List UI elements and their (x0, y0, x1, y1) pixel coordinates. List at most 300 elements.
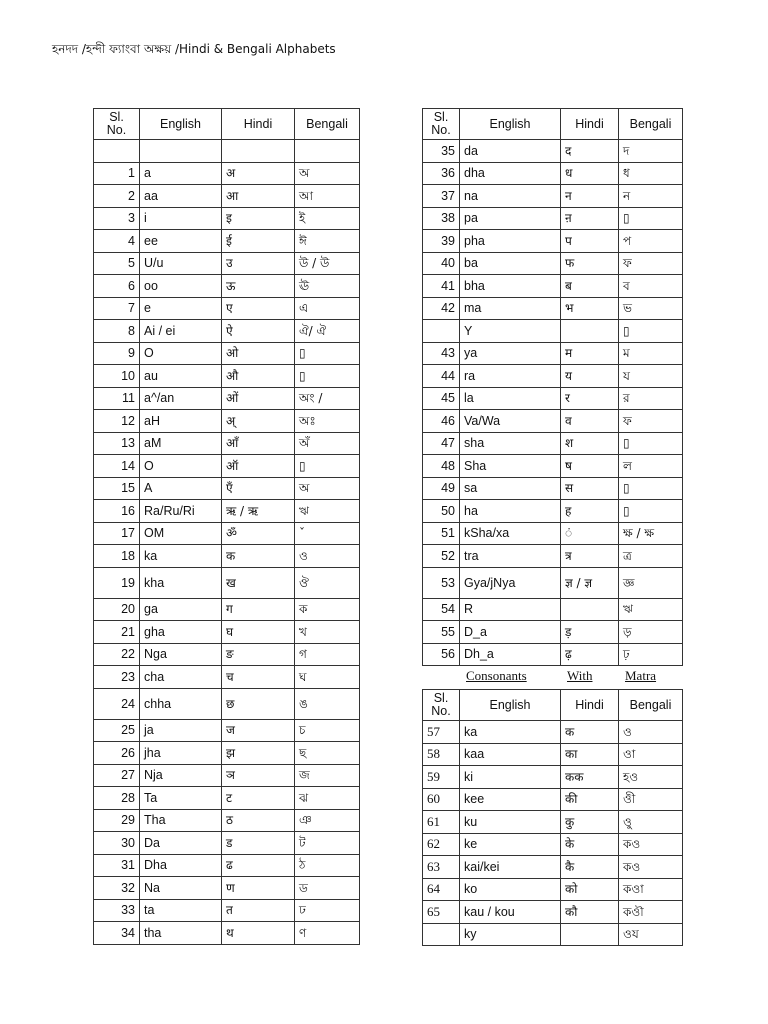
cell-sl-no: 20 (94, 598, 140, 621)
cell-sl-no: 17 (94, 522, 140, 545)
cell-hindi: थ (222, 922, 295, 945)
cell-bengali: দ (619, 140, 683, 163)
cell-english: tra (460, 545, 561, 568)
table-row (423, 275, 683, 298)
cell-sl-no: 52 (423, 545, 460, 568)
table-row (94, 230, 360, 253)
cell-bengali: ণ (295, 922, 360, 945)
table-row (94, 545, 360, 568)
cell-hindi: औ (222, 365, 295, 388)
cell-english: ko (460, 878, 561, 901)
cell-sl-no: 27 (94, 764, 140, 787)
cell-sl-no: 5 (94, 252, 140, 275)
cell-hindi: प (561, 230, 619, 253)
cell-sl-no: 49 (423, 477, 460, 500)
cell-english: U/u (140, 252, 222, 275)
cell-sl-no: 2 (94, 185, 140, 208)
cell-english: Sha (460, 455, 561, 478)
table-row (94, 742, 360, 765)
table-row (423, 766, 683, 789)
cell-english: ky (460, 923, 561, 946)
table-row (423, 621, 683, 644)
table-row (423, 365, 683, 388)
cell-english: Dh_a (460, 643, 561, 666)
cell-bengali: ড (295, 877, 360, 900)
table-row (94, 832, 360, 855)
cell-hindi: य (561, 365, 619, 388)
cell-hindi: एँ (222, 477, 295, 500)
cell-sl-no: 22 (94, 643, 140, 666)
page-title: হনদদ /হন্দী ফ্যাংবা অক্ষয় /Hindi & Bengali Alphabets (52, 42, 336, 56)
header-english: English (460, 109, 561, 140)
cell-hindi: ऑ (222, 455, 295, 478)
cell-bengali: ঞ (295, 809, 360, 832)
cell-english: ka (460, 721, 561, 744)
cell-hindi: त (222, 899, 295, 922)
cell-hindi: कु (561, 811, 619, 834)
cell-hindi: ब (561, 275, 619, 298)
cell-bengali: জ (295, 764, 360, 787)
cell-sl-no: 56 (423, 643, 460, 666)
cell-english: Gya/jNya (460, 567, 561, 598)
cell-bengali: ক্ষ / ক্ষ (619, 522, 683, 545)
cell-sl-no: 7 (94, 297, 140, 320)
cell-english: a (140, 162, 222, 185)
cell-english: tha (140, 922, 222, 945)
cell-english: na (460, 185, 561, 208)
cell-bengali: ▯ (619, 432, 683, 455)
table-row (423, 500, 683, 523)
cell-english: kai/kei (460, 856, 561, 879)
cell-sl-no: 35 (423, 140, 460, 163)
matra-heading-matra: Matra (625, 668, 657, 683)
cell-sl-no: 37 (423, 185, 460, 208)
cell-hindi: ङ (222, 643, 295, 666)
cell-hindi: क (561, 721, 619, 744)
cell-sl-no: 46 (423, 410, 460, 433)
cell-hindi: ज (222, 719, 295, 742)
cell-sl-no: 9 (94, 342, 140, 365)
cell-english: sha (460, 432, 561, 455)
cell-sl-no: 1 (94, 162, 140, 185)
table-row (423, 140, 683, 163)
cell-sl-no: 39 (423, 230, 460, 253)
cell-sl-no: 48 (423, 455, 460, 478)
cell-hindi: के (561, 833, 619, 856)
cell-english (140, 140, 222, 163)
cell-hindi: ॐ (222, 522, 295, 545)
cell-sl-no: 44 (423, 365, 460, 388)
cell-bengali: ঙ (295, 688, 360, 719)
cell-bengali: ঈ (295, 230, 360, 253)
cell-english: pa (460, 207, 561, 230)
cell-hindi: ऊ (222, 275, 295, 298)
cell-bengali: ভ (619, 297, 683, 320)
cell-hindi: ऋ / ऋ (222, 500, 295, 523)
table-row (94, 162, 360, 185)
header-hindi: Hindi (222, 109, 295, 140)
table-row (94, 854, 360, 877)
cell-hindi: ग (222, 598, 295, 621)
cell-bengali: ও (295, 545, 360, 568)
table-row (94, 877, 360, 900)
cell-hindi: झ (222, 742, 295, 765)
cell-bengali: ধ (619, 162, 683, 185)
cell-bengali: র (619, 387, 683, 410)
cell-hindi: ड (222, 832, 295, 855)
cell-english: a^/an (140, 387, 222, 410)
cell-bengali: ওয (619, 923, 683, 946)
table-row (94, 809, 360, 832)
cell-bengali: উ / উ (295, 252, 360, 275)
cell-bengali: হও (619, 766, 683, 789)
table-row (94, 719, 360, 742)
cell-sl-no: 11 (94, 387, 140, 410)
cell-hindi: ख (222, 567, 295, 598)
cell-english: e (140, 297, 222, 320)
cell-sl-no: 41 (423, 275, 460, 298)
cell-bengali: কও (619, 856, 683, 879)
cell-sl-no (423, 320, 460, 343)
cell-english: Da (140, 832, 222, 855)
cell-bengali: ও (619, 721, 683, 744)
cell-english: kau / kou (460, 901, 561, 924)
cell-hindi (561, 320, 619, 343)
alphabet-table-right (422, 108, 683, 666)
table-row (423, 923, 683, 946)
cell-english: i (140, 207, 222, 230)
cell-english: kha (140, 567, 222, 598)
cell-english: jha (140, 742, 222, 765)
cell-english: aH (140, 410, 222, 433)
cell-english: ki (460, 766, 561, 789)
cell-sl-no: 38 (423, 207, 460, 230)
cell-hindi: ढ (222, 854, 295, 877)
cell-bengali: গ (295, 643, 360, 666)
cell-hindi: ई (222, 230, 295, 253)
cell-sl-no: 53 (423, 567, 460, 598)
cell-bengali: অ (295, 162, 360, 185)
cell-english: kSha/xa (460, 522, 561, 545)
table-row (94, 342, 360, 365)
cell-bengali: ওা (619, 743, 683, 766)
cell-english: Ta (140, 787, 222, 810)
cell-sl-no: 6 (94, 275, 140, 298)
cell-hindi: उ (222, 252, 295, 275)
cell-sl-no: 36 (423, 162, 460, 185)
table-row (423, 788, 683, 811)
cell-bengali: অং / (295, 387, 360, 410)
cell-hindi: ं (561, 522, 619, 545)
cell-english: ta (140, 899, 222, 922)
cell-bengali: ▯ (619, 500, 683, 523)
cell-sl-no: 57 (423, 721, 460, 744)
cell-english: ra (460, 365, 561, 388)
cell-sl-no: 40 (423, 252, 460, 275)
table-row (423, 230, 683, 253)
cell-english: kee (460, 788, 561, 811)
header-sl-no: Sl. No. (94, 109, 140, 140)
table-row (94, 455, 360, 478)
cell-bengali: ফ (619, 252, 683, 275)
table-row (94, 522, 360, 545)
cell-english: chha (140, 688, 222, 719)
table-row (423, 455, 683, 478)
cell-hindi: को (561, 878, 619, 901)
table-row (94, 275, 360, 298)
header-hindi: Hindi (561, 109, 619, 140)
cell-sl-no: 8 (94, 320, 140, 343)
table-row (423, 878, 683, 901)
cell-sl-no: 64 (423, 878, 460, 901)
cell-sl-no: 15 (94, 477, 140, 500)
cell-sl-no: 4 (94, 230, 140, 253)
table-row (423, 185, 683, 208)
cell-english: Dha (140, 854, 222, 877)
table-header-row (423, 690, 683, 721)
cell-english: gha (140, 621, 222, 644)
cell-sl-no: 47 (423, 432, 460, 455)
cell-english: Tha (140, 809, 222, 832)
cell-sl-no: 63 (423, 856, 460, 879)
cell-english: Va/Wa (460, 410, 561, 433)
cell-hindi: ओ (222, 342, 295, 365)
table-row (423, 833, 683, 856)
cell-english: Na (140, 877, 222, 900)
cell-hindi: अ (222, 162, 295, 185)
alphabet-table-left (93, 108, 360, 945)
cell-hindi: ण (222, 877, 295, 900)
table-row (94, 899, 360, 922)
cell-sl-no (423, 923, 460, 946)
cell-sl-no: 65 (423, 901, 460, 924)
cell-bengali: ঠ (295, 854, 360, 877)
header-bengali: Bengali (619, 690, 683, 721)
cell-bengali: কও (619, 833, 683, 856)
table-header-row (423, 109, 683, 140)
cell-hindi: घ (222, 621, 295, 644)
cell-sl-no: 31 (94, 854, 140, 877)
table-row (423, 387, 683, 410)
cell-english: dha (460, 162, 561, 185)
table-row (423, 477, 683, 500)
table-row (423, 297, 683, 320)
table-row (94, 922, 360, 945)
cell-hindi (561, 598, 619, 621)
cell-bengali: ই (295, 207, 360, 230)
cell-bengali: ট (295, 832, 360, 855)
cell-hindi: ज्ञ / ज्ञ (561, 567, 619, 598)
cell-sl-no: 60 (423, 788, 460, 811)
cell-sl-no: 29 (94, 809, 140, 832)
cell-sl-no: 10 (94, 365, 140, 388)
cell-bengali: ঝ (295, 787, 360, 810)
cell-sl-no: 54 (423, 598, 460, 621)
table-row (94, 365, 360, 388)
cell-sl-no: 59 (423, 766, 460, 789)
matra-heading-consonants: Consonants (466, 668, 527, 683)
cell-bengali: ▯ (619, 207, 683, 230)
cell-bengali: ঢ় (619, 643, 683, 666)
table-header-row (94, 109, 360, 140)
cell-bengali: ম (619, 342, 683, 365)
cell-hindi: कौ (561, 901, 619, 924)
cell-english: ba (460, 252, 561, 275)
cell-english: ja (140, 719, 222, 742)
cell-hindi: च (222, 666, 295, 689)
table-row (423, 522, 683, 545)
cell-english: kaa (460, 743, 561, 766)
cell-hindi: की (561, 788, 619, 811)
header-english: English (140, 109, 222, 140)
table-row (423, 721, 683, 744)
cell-hindi: ऩ (561, 207, 619, 230)
cell-english: Ra/Ru/Ri (140, 500, 222, 523)
cell-bengali: ক (295, 598, 360, 621)
cell-english: ya (460, 342, 561, 365)
cell-hindi: का (561, 743, 619, 766)
cell-sl-no: 14 (94, 455, 140, 478)
table-row (94, 140, 360, 163)
header-hindi: Hindi (561, 690, 619, 721)
cell-english: Y (460, 320, 561, 343)
cell-bengali: কওা (619, 878, 683, 901)
cell-sl-no: 61 (423, 811, 460, 834)
cell-sl-no: 3 (94, 207, 140, 230)
cell-english: R (460, 598, 561, 621)
cell-sl-no: 51 (423, 522, 460, 545)
cell-sl-no: 19 (94, 567, 140, 598)
table-row (423, 207, 683, 230)
table-row (94, 477, 360, 500)
cell-english: aa (140, 185, 222, 208)
table-row (94, 567, 360, 598)
cell-hindi: ढ़ (561, 643, 619, 666)
cell-bengali: খ (295, 621, 360, 644)
cell-sl-no: 18 (94, 545, 140, 568)
table-row (423, 811, 683, 834)
cell-english: ee (140, 230, 222, 253)
table-row (423, 410, 683, 433)
cell-bengali: ব (619, 275, 683, 298)
cell-bengali: ▯ (619, 477, 683, 500)
cell-bengali: ▯ (295, 342, 360, 365)
cell-english: oo (140, 275, 222, 298)
cell-hindi: कै (561, 856, 619, 879)
table-row (423, 252, 683, 275)
cell-english: A (140, 477, 222, 500)
cell-sl-no: 42 (423, 297, 460, 320)
header-bengali: Bengali (619, 109, 683, 140)
cell-bengali: য (619, 365, 683, 388)
table-row (94, 410, 360, 433)
cell-english: la (460, 387, 561, 410)
cell-hindi: स (561, 477, 619, 500)
cell-english: ke (460, 833, 561, 856)
cell-bengali: ল (619, 455, 683, 478)
table-row (94, 185, 360, 208)
cell-bengali: ন (619, 185, 683, 208)
cell-bengali: আ (295, 185, 360, 208)
table-row (94, 787, 360, 810)
cell-sl-no: 50 (423, 500, 460, 523)
cell-english: sa (460, 477, 561, 500)
cell-english: ha (460, 500, 561, 523)
header-sl-no: Sl. No. (423, 690, 460, 721)
cell-sl-no: 33 (94, 899, 140, 922)
header-bengali: Bengali (295, 109, 360, 140)
cell-bengali: ▯ (295, 365, 360, 388)
cell-english: O (140, 455, 222, 478)
cell-bengali: ঢ (295, 899, 360, 922)
cell-bengali: ▯ (295, 455, 360, 478)
cell-sl-no: 43 (423, 342, 460, 365)
cell-english: Nga (140, 643, 222, 666)
cell-sl-no: 26 (94, 742, 140, 765)
cell-bengali: অঃ (295, 410, 360, 433)
cell-hindi: फ (561, 252, 619, 275)
cell-sl-no: 16 (94, 500, 140, 523)
cell-english: ma (460, 297, 561, 320)
table-row (423, 567, 683, 598)
table-row (423, 545, 683, 568)
table-row (94, 621, 360, 644)
cell-sl-no: 45 (423, 387, 460, 410)
table-row (94, 207, 360, 230)
cell-hindi: कक (561, 766, 619, 789)
table-row (423, 432, 683, 455)
cell-sl-no: 21 (94, 621, 140, 644)
cell-hindi: ए (222, 297, 295, 320)
cell-bengali: ড় (619, 621, 683, 644)
cell-hindi: भ (561, 297, 619, 320)
table-row (94, 387, 360, 410)
cell-sl-no: 28 (94, 787, 140, 810)
table-row (423, 162, 683, 185)
table-row (94, 297, 360, 320)
cell-english: Ai / ei (140, 320, 222, 343)
header-sl-no: Sl. No. (423, 109, 460, 140)
cell-sl-no: 30 (94, 832, 140, 855)
cell-english: ku (460, 811, 561, 834)
cell-bengali: কওৗ (619, 901, 683, 924)
cell-bengali: ত্র (619, 545, 683, 568)
cell-bengali: ওী (619, 788, 683, 811)
table-row (94, 500, 360, 523)
cell-hindi: र (561, 387, 619, 410)
cell-hindi: ऐ (222, 320, 295, 343)
cell-english: ka (140, 545, 222, 568)
cell-english: OM (140, 522, 222, 545)
cell-english: O (140, 342, 222, 365)
table-row (94, 320, 360, 343)
cell-sl-no: 62 (423, 833, 460, 856)
table-row (94, 432, 360, 455)
cell-english: aM (140, 432, 222, 455)
cell-bengali: জ্ঞ (619, 567, 683, 598)
table-row (423, 743, 683, 766)
cell-hindi: ष (561, 455, 619, 478)
matra-table (422, 689, 683, 946)
cell-bengali: অঁ (295, 432, 360, 455)
cell-english: pha (460, 230, 561, 253)
cell-hindi: छ (222, 688, 295, 719)
cell-hindi: क (222, 545, 295, 568)
cell-english: Nja (140, 764, 222, 787)
table-row (423, 856, 683, 879)
cell-sl-no: 12 (94, 410, 140, 433)
cell-hindi: ठ (222, 809, 295, 832)
